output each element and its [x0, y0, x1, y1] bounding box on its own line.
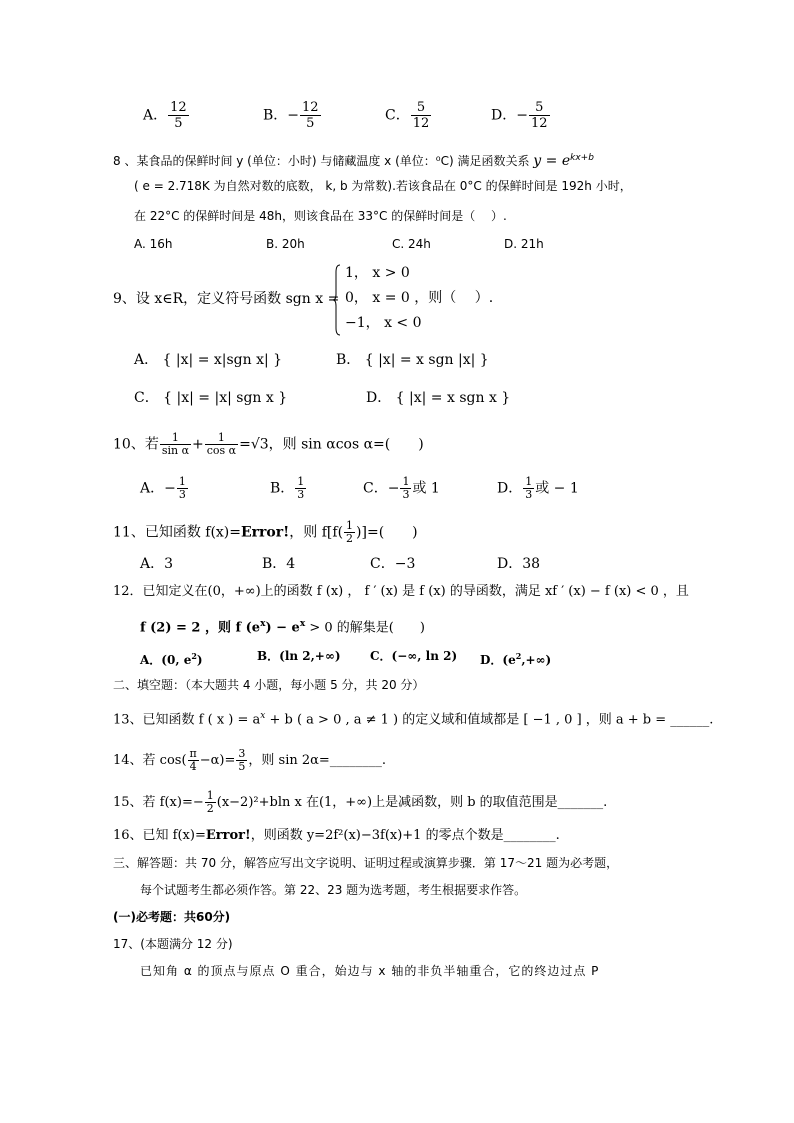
q10-c-fraction: $\frac{1}{3}$: [402, 475, 410, 501]
q12-option-a: [140, 646, 203, 670]
q11-prefix: 11、已知函数 f(x)=: [113, 524, 241, 541]
q10-stem: [113, 432, 424, 457]
q8-formula-sup: kx+b: [570, 153, 594, 163]
q9-case1: 1， x > 0: [345, 265, 410, 281]
q10-option-a: [140, 476, 189, 501]
q11-mid: ，则 f[f(: [289, 524, 344, 541]
section3-line1: 三、解答题：共 70 分，解答应写出文字说明、证明过程或演算步骤．第 17～21 题为必考题，: [113, 856, 619, 870]
q11-stem: [113, 520, 418, 545]
q14-prefix: 14、若 cos(: [113, 753, 187, 768]
q15-tail: (x−2)²+bln x 在(1，+∞)上是减函数，则 b 的取值范围是_______.: [216, 795, 608, 810]
q8-option-a: A. 16h: [134, 237, 173, 251]
q10-d-fraction: $\frac{1}{3}$: [525, 475, 533, 501]
q8-line3: 在 22°C 的保鲜时间是 48h，则该食品在 33°C 的保鲜时间是（ ）.: [134, 209, 507, 223]
q9-option-b: B． { |x| = x sgn |x| }: [336, 352, 489, 368]
q8-line1: [113, 148, 594, 171]
q12-sup2: x: [299, 619, 306, 629]
q16-prefix: 16、已知 f(x)=: [113, 828, 206, 843]
q10-b-fraction: $\frac{1}{3}$: [297, 475, 305, 501]
q12-option-d: [480, 646, 551, 670]
q10-a-label: A．−: [140, 480, 176, 497]
q11-option-d: D．38: [497, 556, 541, 572]
q7-option-c: [385, 100, 432, 131]
q15: [113, 790, 607, 815]
q12-sup1: x: [260, 619, 266, 629]
q7-option-b: [263, 100, 322, 131]
part1-heading: (一)必考题：共60分): [113, 910, 231, 924]
q9-case3: −1， x < 0: [345, 315, 422, 331]
q10-b-label: B．: [270, 480, 295, 497]
q12-line2-a: f (2) = 2 ，则 f (e: [140, 620, 261, 636]
q12-option-b: [257, 646, 341, 666]
q7-b-fraction: $\frac{12}{5}$: [302, 100, 319, 131]
q10-plus: +: [192, 436, 204, 453]
q9-case2: 0， x = 0 ，则（ ）.: [345, 290, 494, 306]
q9-stem: 9、设 x∈R，定义符号函数 sgn x =: [113, 291, 340, 307]
q8-option-b: B. 20h: [266, 237, 305, 251]
q10-option-d: [497, 476, 579, 501]
q10-option-c: [363, 476, 440, 501]
q13-text: 13、已知函数 f ( x ) = a: [113, 712, 261, 728]
q10-option-b: [270, 476, 307, 501]
q10-prefix: 10、若: [113, 436, 159, 453]
q7-option-a: [143, 100, 190, 131]
q11-fraction: $\frac{1}{2}$: [346, 519, 354, 545]
q7-a-fraction: $\frac{12}{5}$: [170, 100, 187, 131]
q17-title: 17、(本题满分 12 分): [113, 937, 233, 951]
q7-d-label: D．−: [491, 107, 528, 124]
q15-fraction: $\frac{1}{2}$: [206, 789, 214, 815]
q8-line2: ( e = 2.718K 为自然对数的底数， k, b 为常数).若该食品在 0°C 的保鲜时间是 192h 小时，: [134, 179, 632, 193]
q12-d-text: D．(e: [480, 653, 516, 667]
q9-piecewise: [333, 264, 494, 336]
q14-tail: ，则 sin 2α=________.: [248, 753, 386, 768]
q11-tail: )]=( ): [356, 524, 418, 541]
q10-d-tail: 或 − 1: [535, 480, 579, 497]
q12-b-text: B．(ln 2,+∞): [257, 649, 341, 663]
q10-c-tail: 或 1: [412, 480, 440, 497]
q10-a-fraction: $\frac{1}{3}$: [178, 475, 186, 501]
q10-tail: =√3，则 sin αcos α=( ): [239, 436, 424, 453]
q9-option-c: C． { |x| = |x| sgn x }: [134, 390, 288, 406]
q16-error: Error!: [205, 828, 251, 843]
q9-option-d: D． { |x| = x sgn x }: [366, 390, 511, 406]
q14-fraction-2: $\frac{3}{5}$: [238, 747, 246, 773]
q11-option-c: C．−3: [370, 556, 416, 572]
q12-d-tail: ,+∞): [521, 653, 552, 667]
section3-line2: 每个试题考生都必须作答。第 22、23 题为选考题，考生根据要求作答。: [140, 883, 527, 897]
q10-d-label: D．: [497, 480, 523, 497]
q7-option-d: [491, 100, 551, 131]
q14: [113, 748, 386, 773]
q7-d-fraction: $\frac{5}{12}$: [530, 100, 548, 131]
q14-fraction-1: $\frac{\pi}{4}$: [189, 747, 197, 773]
q7-b-label: B．−: [263, 107, 300, 124]
q13-tail: + b ( a > 0 , a ≠ 1 ) 的定义域和值域都是 [ −1 , 0 ] ，则 a + b = ______.: [265, 712, 714, 728]
q16: [113, 826, 560, 846]
section2-heading: 二、填空题：（本大题共 4 小题，每小题 5 分，共 20 分）: [113, 678, 425, 692]
q10-fraction-2: $\frac{1}{\text{cos α}}$: [206, 431, 237, 457]
q12-a-tail: ): [196, 653, 203, 667]
q9-option-a: A． { |x| = x|sgn x| }: [134, 352, 283, 368]
q12-line2: [140, 614, 425, 638]
q16-tail: ，则函数 y=2f²(x)−3f(x)+1 的零点个数是________.: [250, 828, 560, 843]
q12-option-c: [370, 646, 457, 666]
q11-option-a: A．3: [140, 556, 174, 572]
q12-a-text: A．(0, e: [140, 653, 192, 667]
q14-mid: −α)=: [199, 753, 236, 768]
q12-line2-mid: ) − e: [265, 620, 300, 636]
q7-c-fraction: $\frac{5}{12}$: [412, 100, 430, 131]
q13-sup: x: [260, 711, 266, 721]
q11-option-b: B．4: [262, 556, 296, 572]
q7-a-label: A．: [143, 107, 168, 124]
q7-c-label: C．: [385, 107, 410, 124]
q12-a-sup: 2: [191, 651, 197, 661]
q12-c-text: C．(−∞, ln 2): [370, 649, 458, 663]
q10-c-label: C．−: [363, 480, 400, 497]
q12-line2-tail: > 0 的解集是( ): [305, 620, 425, 636]
q8-line1-text: 8 、某食品的保鲜时间 y (单位：小时) 与储藏温度 x (单位：⁰C) 满足函数关系: [113, 154, 530, 168]
q8-option-d: D. 21h: [504, 237, 544, 251]
q17-text: 已知角 α 的顶点与原点 O 重合，始边与 x 轴的非负半轴重合，它的终边过点 P: [140, 964, 600, 978]
q12-line1: 12．已知定义在(0，+∞)上的函数 f (x) ， f ′ (x) 是 f (x) 的导函数，满足 xf ′ (x) − f (x) < 0 ，且: [113, 584, 689, 599]
q15-prefix: 15、若 f(x)=−: [113, 795, 204, 810]
left-brace-icon: [333, 264, 341, 336]
q12-d-sup: 2: [515, 651, 522, 661]
q11-error: Error!: [241, 524, 290, 541]
q8-option-c: C. 24h: [392, 237, 431, 251]
q8-formula: y = e: [533, 153, 571, 169]
q10-fraction-1: $\frac{1}{\text{sin α}}$: [161, 431, 190, 457]
q13: [113, 706, 713, 730]
